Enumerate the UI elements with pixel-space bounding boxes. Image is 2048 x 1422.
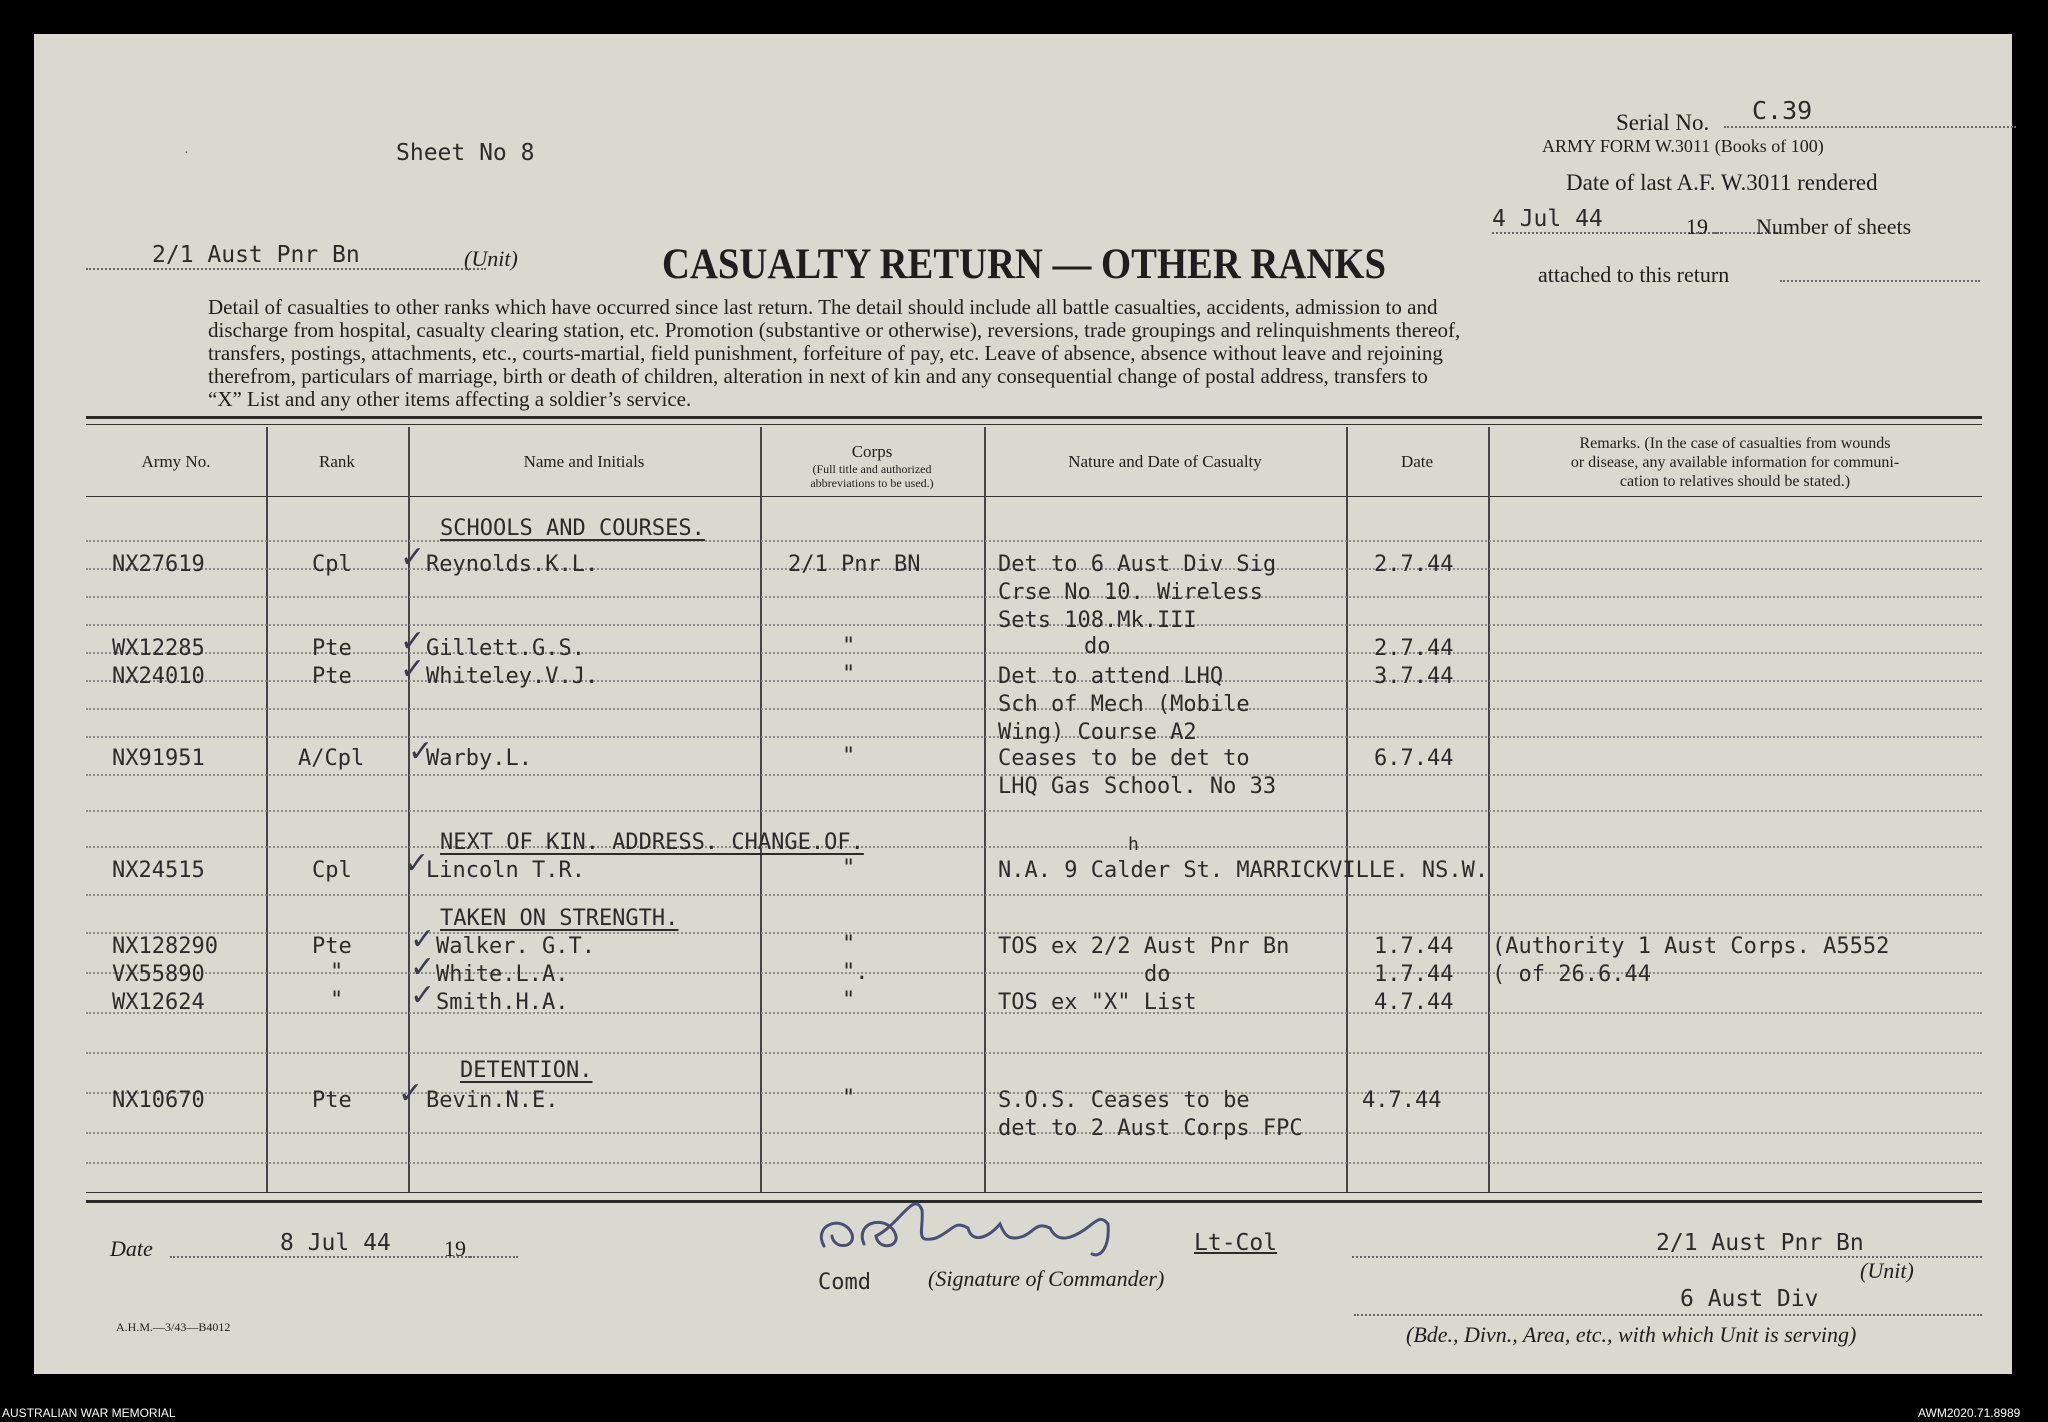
check-mark-icon: ✓ [404,846,430,881]
nature-line: Wing) Course A2 [998,720,1197,745]
nature-line: do [1144,962,1171,987]
row-rule [86,810,1982,812]
header-remarks [1488,434,1982,491]
soldier-name: Walker. G.T. [436,934,595,959]
description-line: “X” List and any other items affecting a soldier’s service. [208,387,692,411]
row-rule [86,972,1982,974]
casualty-date: 3.7.44 [1374,664,1454,689]
soldier-name: Warby.L. [426,746,532,771]
check-mark-icon: ✓ [410,922,436,957]
year-prefix: 19 [1686,214,1708,239]
sheet-number: Sheet No 8 [396,140,535,166]
header-remarks-line: Remarks. (In the case of casualties from wounds [1579,435,1891,452]
header-remarks-line: or disease, any available information for communi- [1570,454,1900,471]
page-title: CASUALTY RETURN — OTHER RANKS [662,241,1386,288]
army-no: VX55890 [112,962,205,987]
section-schools: SCHOOLS AND COURSES. [440,516,705,541]
casualty-date: 4.7.44 [1362,1088,1442,1113]
footer-date-label: Date [110,1236,153,1261]
row-rule [86,846,1982,848]
signature-label: (Signature of Commander) [928,1266,1165,1291]
corps: " [842,744,856,769]
army-no: NX24515 [112,858,205,883]
army-no: NX128290 [112,934,218,959]
check-mark-icon: ✓ [410,950,436,985]
army-no: WX12285 [112,636,205,661]
section-taken-on-strength: TAKEN ON STRENGTH. [440,906,679,931]
corps: " [842,932,856,957]
header-army-no: Army No. [141,452,211,471]
soldier-name: Smith.H.A. [436,990,569,1015]
row-rule [86,652,1982,654]
serial-value: C.39 [1752,96,1813,125]
header-corps: Corps [851,442,893,461]
army-form-label: ARMY FORM W.3011 (Books of 100) [1542,136,1824,156]
footer-year: 19 [444,1236,466,1261]
description-line: discharge from hospital, casualty clearing station, etc. Promotion (substantive or otherwise), reversions, trade groupings and relinquishments thereof, [208,318,1461,342]
rank: Cpl [312,552,352,577]
rank: Pte [312,934,352,959]
unit-value: 2/1 Aust Pnr Bn [152,242,360,268]
casualty-date: 4.7.44 [1374,990,1454,1015]
header-name: Name and Initials [523,452,645,471]
commander-rank: Lt-Col [1194,1230,1278,1256]
row-rule [86,894,1982,896]
casualty-date: 6.7.44 [1374,746,1454,771]
section-next-of-kin: NEXT OF KIN. ADDRESS. CHANGE.OF. [440,830,864,855]
nature-line: S.O.S. Ceases to be [998,1088,1250,1113]
header-bottom-rule [86,496,1982,497]
check-mark-icon: ✓ [400,652,426,687]
description-line: therefrom, particulars of marriage, birth or death of children, alteration in next of kin and any consequential change of postal address, transfers to [208,364,1428,388]
pen-mark: · [184,146,189,161]
soldier-name: White.L.A. [436,962,569,987]
casualty-date: 2.7.44 [1374,636,1454,661]
serial-label: Serial No. [1616,110,1710,135]
last-rendered-label: Date of last A.F. W.3011 rendered [1566,170,1878,195]
formation-label: (Bde., Divn., Area, etc., with which Unit is serving) [1406,1322,1857,1347]
footer-date-value: 8 Jul 44 [280,1230,391,1256]
rank: Pte [312,1088,352,1113]
rank: " [330,960,344,985]
corps: " [842,634,856,659]
army-no: NX91951 [112,746,205,771]
casualty-date: 1.7.44 [1374,962,1454,987]
corps: " [842,988,856,1013]
attached-line [1780,280,1980,282]
nature-line: Ceases to be det to [998,746,1250,771]
rank: Cpl [312,858,352,883]
nature-line: TOS ex 2/2 Aust Pnr Bn [998,934,1290,959]
corps: ". [842,960,869,985]
signature-image [804,1184,1204,1264]
soldier-name: Whiteley.V.J. [426,664,599,689]
table-top-rule [86,416,1982,419]
number-sheets-label: Number of sheets [1756,214,1912,239]
soldier-name: Lincoln T.R. [426,858,585,883]
nature-line: do [1084,634,1111,659]
soldier-name: Bevin.N.E. [426,1088,559,1113]
corps: " [842,1086,856,1111]
nature-line: Det to 6 Aust Div Sig [998,552,1277,577]
footer-unit-label: (Unit) [1860,1258,1914,1283]
table-top-rule-inner [86,424,1982,425]
serial-line [1724,126,2016,128]
header-rank: Rank [319,452,355,471]
rank: Pte [312,664,352,689]
check-mark-icon: ✓ [400,540,426,575]
nature-line: Sets 108.Mk.III [998,608,1197,633]
casualty-date: 2.7.44 [1374,552,1454,577]
row-rule [86,1162,1982,1164]
remark-line: (Authority 1 Aust Corps. A5552 [1492,934,1890,959]
soldier-name: Reynolds.K.L. [426,552,599,577]
attached-label: attached to this return [1538,262,1730,287]
check-mark-icon: ✓ [408,734,434,769]
description-line: Detail of casualties to other ranks which have occurred since last return. The detail should include all battle casualties, accidents, admission to and [208,295,1438,319]
army-no: NX24010 [112,664,205,689]
unit-line [86,268,486,270]
formation-line [1354,1314,1982,1316]
archive-caption-right: AWM2020.71.8989 [1918,1406,2021,1420]
remark-line: ( of 26.6.44 [1492,962,1651,987]
header-corps-note-line: abbreviations to be used.) [810,476,934,490]
nature-line: det to 2 Aust Corps FPC [998,1116,1303,1141]
section-detention: DETENTION. [460,1058,593,1083]
header-nature: Nature and Date of Casualty [1068,452,1262,471]
nature-line: Det to attend LHQ [998,664,1224,689]
check-mark-icon: ✓ [400,624,426,659]
document-page [34,34,2012,1374]
unit-label: (Unit) [464,246,518,271]
rank: Pte [312,636,352,661]
army-no: WX12624 [112,990,205,1015]
nature-line: TOS ex "X" List [998,990,1197,1015]
army-no: NX10670 [112,1088,205,1113]
formation-value: 6 Aust Div [1680,1286,1819,1312]
row-rule [86,1052,1982,1054]
check-mark-icon: ✓ [410,978,436,1013]
description-line: transfers, postings, attachments, etc., courts-martial, field punishment, forfeiture of pay, etc. Leave of absence, absence without leave and rejoining [208,341,1443,365]
corps: " [842,856,856,881]
nature-note: h [1128,834,1139,855]
corps: 2/1 Pnr BN [788,552,921,577]
nature-line: N.A. 9 Calder St. MARRICKVILLE. NS.W. [998,858,1489,883]
rank: " [330,988,344,1013]
footer-year-line [470,1256,518,1258]
commander-title: Comd [818,1270,871,1295]
soldier-name: Gillett.G.S. [426,636,585,661]
nature-line: LHQ Gas School. No 33 [998,774,1277,799]
casualty-date: 1.7.44 [1374,934,1454,959]
nature-line: Crse No 10. Wireless [998,580,1263,605]
archive-caption-left: AUSTRALIAN WAR MEMORIAL [2,1406,176,1420]
description [208,296,1460,411]
print-code: A.H.M.—3/43—B4012 [116,1320,231,1334]
header-date: Date [1400,452,1434,471]
row-rule [86,540,1982,542]
last-rendered-value: 4 Jul 44 [1492,206,1603,232]
rank: A/Cpl [298,746,365,771]
army-no: NX27619 [112,552,205,577]
footer-unit-value: 2/1 Aust Pnr Bn [1656,1230,1864,1256]
header-remarks-line: cation to relatives should be stated.) [1619,473,1851,490]
header-corps-note [760,462,984,490]
check-mark-icon: ✓ [398,1076,424,1111]
header-corps-note-line: (Full title and authorized [812,462,932,476]
footer-date-line [170,1256,470,1258]
corps: " [842,662,856,687]
nature-line: Sch of Mech (Mobile [998,692,1250,717]
